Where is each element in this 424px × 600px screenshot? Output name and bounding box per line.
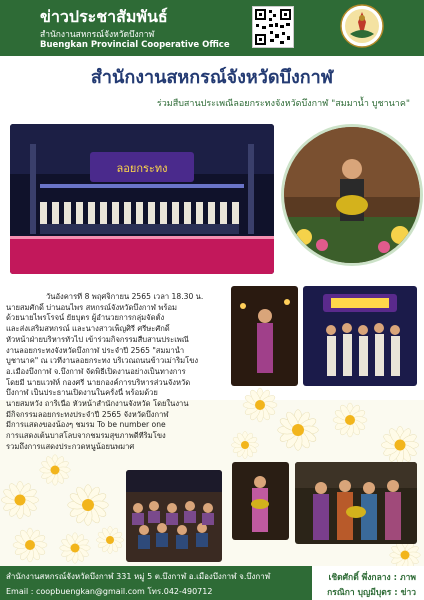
cooperative-logo-icon [340, 4, 384, 48]
woman-at-event-photo [231, 286, 298, 386]
footer-contact: Email : coopbuengkan@gmail.com โทร.042-490712 [6, 587, 213, 596]
official-with-krathong-photo [281, 124, 423, 266]
header-title: ข่าวประชาสัมพันธ์ [40, 7, 168, 26]
stage-group-photo [10, 124, 274, 274]
footer-credits [312, 566, 424, 600]
body-line: และส่งเสริมสหกรณ์ และนางสาวเพ็ญศิรี ศรีษะศักดิ์ [6, 324, 170, 334]
text-credit: กรณิกา บุญมีบุตร : ข่าว [327, 588, 416, 598]
body-line: บึงกาฬ เป็นประธานเปิดงานในครั้งนี้ พร้อมด้วย [6, 388, 158, 398]
header-office-en: Buengkan Provincial Cooperative Office [40, 40, 230, 50]
staff-group-photo [295, 462, 417, 544]
body-line: บูชานาค" ณ เวทีงานลอยกระทง บริเวณถนนข้าวเม่าริมโขง [6, 356, 199, 366]
woman-with-krathong-photo [232, 462, 289, 540]
body-line: มีกิจกรรมลอยกระทงประจำปี 2565 จังหวัดบึงกาฬ [6, 409, 169, 419]
body-line: อ.เมืองบึงกาฬ จ.บึงกาฬ จัดพิธีเปิดงานอย่างเป็นทางการ [6, 366, 186, 376]
header-bar [0, 0, 424, 56]
page-subtitle: ร่วมสืบสานประเพณีลอยกระทงจังหวัดบึงกาฬ "สมมาน้ำ บูชานาค" [156, 99, 410, 109]
qr-code-icon[interactable] [252, 6, 294, 48]
body-line: วันอังคารที่ 8 พฤศจิกายน 2565 เวลา 18.30 น. [46, 292, 204, 301]
photo-credit: เชิดศักดิ์ พึ่งกลาง : ภาพ [328, 573, 416, 583]
body-line: หัวหน้าฝ่ายบริหารทั่วไป เข้าร่วมกิจกรรมสืบสานประเพณี [6, 334, 189, 344]
audience-photo [126, 470, 222, 562]
body-line: นายสมหวัง ถาริเนื่อ หัวหน้าสำนักงานจังหวัด โดยในงาน [6, 399, 189, 409]
page-title: สำนักงานสหกรณ์จังหวัดบึงกาฬ [90, 67, 334, 88]
news-body [6, 292, 229, 453]
stage-banner-text: ลอยกระทง [116, 162, 168, 175]
body-line: โดยมี นายแวฬห์ กองศรี นายกองค์การบริหารส่วนจังหวัด [6, 377, 191, 387]
body-line: งานลอยกระทงจังหวัดบึงกาฬ ประจำปี 2565 "สมมาน้ำ [6, 345, 185, 355]
body-line: มีการแสดงของน้องๆ ชมรม To be number one [6, 420, 166, 430]
footer-address: สำนักงานสหกรณ์จังหวัดบึงกาฬ 331 หมู่ 5 ต.บึงกาฬ อ.เมืองบึงกาฬ จ.บึงกาฬ [6, 572, 271, 581]
body-line: ด้วยนายไพรโรจน์ ยัยบุตร ผู้อำนวยการกลุ่มจัดตั้ง [6, 313, 165, 323]
body-line: รวมถึงการแสดงประกวดหนูน้อยนพมาศ [6, 441, 135, 451]
group-by-stage-photo [303, 286, 417, 386]
body-line: การแสดงเต้นบาสโลบจากชมรมสุขภาพดีที่ริมโขง [6, 431, 166, 441]
body-line: นายสมศักดิ์ บ่านอนไพร สหกรณ์จังหวัดบึงกาฬ พร้อม [6, 302, 178, 312]
header-office-th: สำนักงานสหกรณ์จังหวัดบึงกาฬ [40, 30, 155, 40]
